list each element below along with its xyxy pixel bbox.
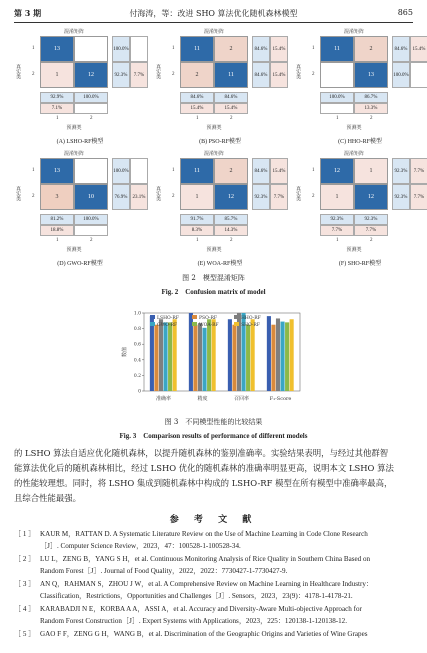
reference-line: GAO F F，ZENG G H，WANG B，et al. Discrimination of the Geographic Origins and Varieties of Wine Grapes [40,630,368,638]
reference-text [40,528,413,552]
confusion-matrix [290,150,427,270]
reference-line: Classification，Restrictions，Opportunities and Challenges［J］. Sensors，2023，23(9)：4178-1-4178-21. [40,592,353,600]
matrix-cell: 1 [320,184,354,210]
legend-swatch [150,315,155,319]
col-percent: 100.0% [74,214,108,225]
col-percent: 14.3% [214,225,248,236]
col-percent [74,225,108,236]
fig3-caption-cn: 图 3 不同模型性能的比较结果 [164,418,263,426]
bar [198,323,202,391]
y-tick: 2 [32,194,35,199]
row-percent: 84.6% [252,62,270,88]
legend-swatch [192,315,197,319]
reference-number: ［ 1 ］ [14,530,36,538]
fig3-caption-en: Fig. 3 Comparison results of performance of different models [119,432,308,440]
row-percent: 15.4% [410,36,427,62]
y-tick: 1 [172,46,175,51]
col-percent [74,103,108,114]
y-tick: 2 [32,72,35,77]
performance-bar-chart [118,305,318,410]
matrix-caption: (D) GWO-RF模型 [57,261,103,267]
bar [267,316,271,391]
y-tick-label: 0.2 [133,373,141,379]
matrix-xlabel: 预测类 [346,126,362,131]
matrix-title: 混淆矩阵 [63,30,84,35]
x-tick: 1 [196,116,199,121]
col-percent: 7.7% [320,225,354,236]
col-percent: 92.9% [40,92,74,103]
matrix-cell: 12 [354,184,388,210]
row-percent: 7.7% [410,184,427,210]
bar [203,328,207,391]
bar [207,319,211,391]
matrix-cell: 2 [214,36,248,62]
row-percent: 100.0% [112,158,130,184]
y-tick: 1 [312,168,315,173]
bar [159,319,163,391]
paragraph-line: 的性能较理想。同时，将 LSHO 集成到随机森林中构成的 LSHO-RF 模型在所有模型中准确率最高， [14,478,393,488]
row-percent: 7.7% [130,62,148,88]
row-percent: 92.3% [112,62,130,88]
y-tick: 2 [172,72,175,77]
reference-line: KAUR M，RATTAN D. A Systematic Literature Review on the Use of Machine Learning in Code Clone Research [40,530,368,538]
matrix-xlabel: 预测类 [206,126,222,131]
matrix-xlabel: 预测类 [66,126,82,131]
matrix-caption: (E) WOA-RF模型 [197,261,243,267]
bar [193,325,197,391]
matrix-caption: (A) LSHO-RF模型 [56,139,104,145]
x-tick: 1 [56,238,59,243]
col-percent: 92.3% [354,214,388,225]
legend-label: PSO-RF [199,315,217,321]
legend-label: GWO-RF [157,322,178,328]
bar [212,319,216,391]
col-percent: 85.7% [214,214,248,225]
matrix-ylabel: 真实类 [155,186,160,201]
row-percent: 92.3% [252,184,270,210]
issue-label: 第 3 期 [14,8,42,18]
bar [285,322,289,391]
row-percent: 7.7% [270,184,288,210]
reference-line: AN Q，RAHMAN S，ZHOU J W，et al. A Comprehensive Review on Machine Learning in Healthcare Industry： [40,580,374,588]
bar [168,322,172,391]
col-percent: 91.7% [180,214,214,225]
matrix-cell: 2 [214,158,248,184]
legend-label: LSHO-RF [157,315,179,321]
bar [276,318,280,391]
matrix-cell: 2 [354,36,388,62]
y-tick-label: 0.8 [133,327,141,333]
matrix-cell: 3 [40,184,74,210]
x-tick: 1 [56,116,59,121]
matrix-cell: 1 [354,158,388,184]
x-tick-label: 召回率 [233,396,250,402]
matrix-cell: 12 [320,158,354,184]
x-tick-label: 准确率 [155,396,172,402]
matrix-ylabel: 真实类 [15,186,20,201]
confusion-matrix [10,150,150,270]
fig2-caption-cn: 图 2 模型混淆矩阵 [182,274,245,282]
col-percent: 15.4% [214,103,248,114]
row-percent: 7.7% [410,158,427,184]
y-tick: 2 [312,194,315,199]
legend-swatch [234,315,239,319]
reference-text [40,578,413,602]
col-percent: 7.7% [354,225,388,236]
col-percent [320,103,354,114]
y-tick: 2 [312,72,315,77]
x-tick: 2 [230,116,233,121]
col-percent: 100.0% [74,92,108,103]
matrix-cell [74,36,108,62]
running-title: 付海涛，等：改进 SHO 算法优化随机森林模型 [129,9,298,18]
matrix-caption: (B) PSO-RF模型 [199,139,241,145]
legend-label: HHO-RF [241,315,261,321]
bar [154,325,158,391]
x-tick-label: F₁-Score [269,396,292,402]
confusion-matrix [290,28,427,148]
matrix-ylabel: 真实类 [155,64,160,79]
matrix-cell: 13 [40,158,74,184]
row-percent: 100.0% [112,36,130,62]
page-header [14,8,413,22]
y-tick: 2 [172,194,175,199]
legend-swatch [234,322,239,326]
x-tick: 2 [90,116,93,121]
bar [150,316,154,391]
x-tick: 1 [336,116,339,121]
row-percent: 15.4% [270,158,288,184]
matrix-cell: 10 [74,184,108,210]
x-tick: 2 [370,116,373,121]
matrix-xlabel: 预测类 [66,248,82,253]
col-percent: 84.6% [214,92,248,103]
matrix-ylabel: 真实类 [295,64,300,79]
matrix-cell: 2 [180,62,214,88]
x-tick-label: 精度 [197,396,208,402]
matrix-title: 混淆矩阵 [203,30,224,35]
row-percent: 92.3% [392,158,410,184]
reference-number: ［ 3 ］ [14,580,36,588]
references-heading: 参 考 文 献 [169,515,258,525]
body-paragraph [14,446,413,506]
matrix-ylabel: 真实类 [15,64,20,79]
row-percent: 23.1% [130,184,148,210]
matrix-cell: 13 [40,36,74,62]
matrix-cell [320,62,354,88]
confusion-matrix [150,28,290,148]
col-percent: 92.3% [320,214,354,225]
row-percent: 76.9% [112,184,130,210]
row-percent: 84.6% [392,36,410,62]
matrix-caption: (F) SHO-RF模型 [338,261,382,267]
col-percent: 100.0% [320,92,354,103]
bar [246,325,250,391]
paragraph-line: 能算法优化后的随机森林相比，经过 LSHO 优化的随机森林的准确率明显更高，说明本文 LSHO 算法 [14,463,394,473]
row-percent [410,62,427,88]
matrix-title: 混淆矩阵 [343,152,364,157]
y-tick-label: 0.4 [133,358,141,364]
col-percent: 81.2% [40,214,74,225]
page-number: 865 [397,8,413,17]
bar [281,322,285,391]
y-tick: 1 [32,46,35,51]
col-percent: 18.8% [40,225,74,236]
y-tick-label: 0.6 [133,342,141,348]
bar [271,325,275,391]
col-percent: 84.6% [180,92,214,103]
header-rule [14,22,413,23]
x-tick: 2 [370,238,373,243]
col-percent: 7.1% [40,103,74,114]
paragraph-line: 且综合性能最强。 [14,493,81,503]
row-percent: 84.6% [252,36,270,62]
row-percent: 15.4% [270,62,288,88]
bar [164,322,168,391]
bar [251,319,255,391]
reference-line: ［J］. Computer Science Review，2023，47：100528-1-100528-34. [40,542,241,550]
reference-line: KARABADJI N E，KORBA A A，ASSI A，et al. Accuracy and Diversity-Aware Multi-objective Approach for [40,605,362,613]
y-tick-label: 1.0 [133,311,141,317]
matrix-cell: 12 [214,184,248,210]
y-tick: 1 [172,168,175,173]
matrix-title: 混淆矩阵 [63,152,84,157]
legend-swatch [192,322,197,326]
legend-swatch [150,322,155,326]
matrix-cell: 12 [74,62,108,88]
row-percent: 15.4% [270,36,288,62]
matrix-cell: 13 [354,62,388,88]
row-percent: 100.0% [392,62,410,88]
paragraph-line: 的 LSHO 算法自适应优化随机森林，以提升随机森林的鉴别准确率。实验结果表明，与经过其他群智 [14,448,389,458]
matrix-xlabel: 预测类 [206,248,222,253]
matrix-caption: (C) HHO-RF模型 [338,139,382,145]
row-percent: 84.6% [252,158,270,184]
reference-line: Random Forest Construction［J］. Expert Systems with Applications，2023，225：120138-1-120138-12. [40,617,347,625]
confusion-matrix [10,28,150,148]
col-percent: 15.4% [180,103,214,114]
legend-label: WOA-RF [199,322,219,328]
x-tick: 2 [230,238,233,243]
matrix-xlabel: 预测类 [346,248,362,253]
matrix-ylabel: 真实类 [295,186,300,201]
x-tick: 1 [336,238,339,243]
reference-text [40,628,413,640]
reference-number: ［ 2 ］ [14,555,36,563]
matrix-cell: 1 [180,184,214,210]
reference-number: ［ 5 ］ [14,630,36,638]
x-tick: 2 [90,238,93,243]
row-percent [130,36,148,62]
col-percent: 8.3% [180,225,214,236]
reference-text [40,553,413,577]
reference-line: LU L，ZENG B，YANG S H，et al. Continuous Monitoring Analysis of Rice Quality in Southern China Based on [40,555,371,563]
fig2-caption-en: Fig. 2 Confusion matrix of model [161,288,266,296]
y-tick: 1 [312,46,315,51]
matrix-title: 混淆矩阵 [203,152,224,157]
y-tick-label: 0 [138,389,141,395]
reference-text [40,603,413,627]
row-percent [130,158,148,184]
matrix-cell: 11 [214,62,248,88]
bar [232,325,236,391]
bar [228,319,232,391]
reference-line: Random Forest［J］. Journal of Food Quality，2022，2022：7730427-1-7730427-9. [40,567,288,575]
matrix-cell [74,158,108,184]
matrix-cell: 1 [40,62,74,88]
col-percent: 86.7% [354,92,388,103]
confusion-matrix [150,150,290,270]
bar [173,319,177,391]
col-percent: 13.3% [354,103,388,114]
y-tick: 1 [32,168,35,173]
y-axis-label: 数值 [122,346,128,358]
matrix-cell: 11 [180,36,214,62]
matrix-cell: 11 [320,36,354,62]
reference-number: ［ 4 ］ [14,605,36,613]
bar [290,319,294,391]
x-tick: 1 [196,238,199,243]
legend-label: SHO-RF [241,322,260,328]
row-percent: 92.3% [392,184,410,210]
matrix-title: 混淆矩阵 [343,30,364,35]
matrix-cell: 11 [180,158,214,184]
